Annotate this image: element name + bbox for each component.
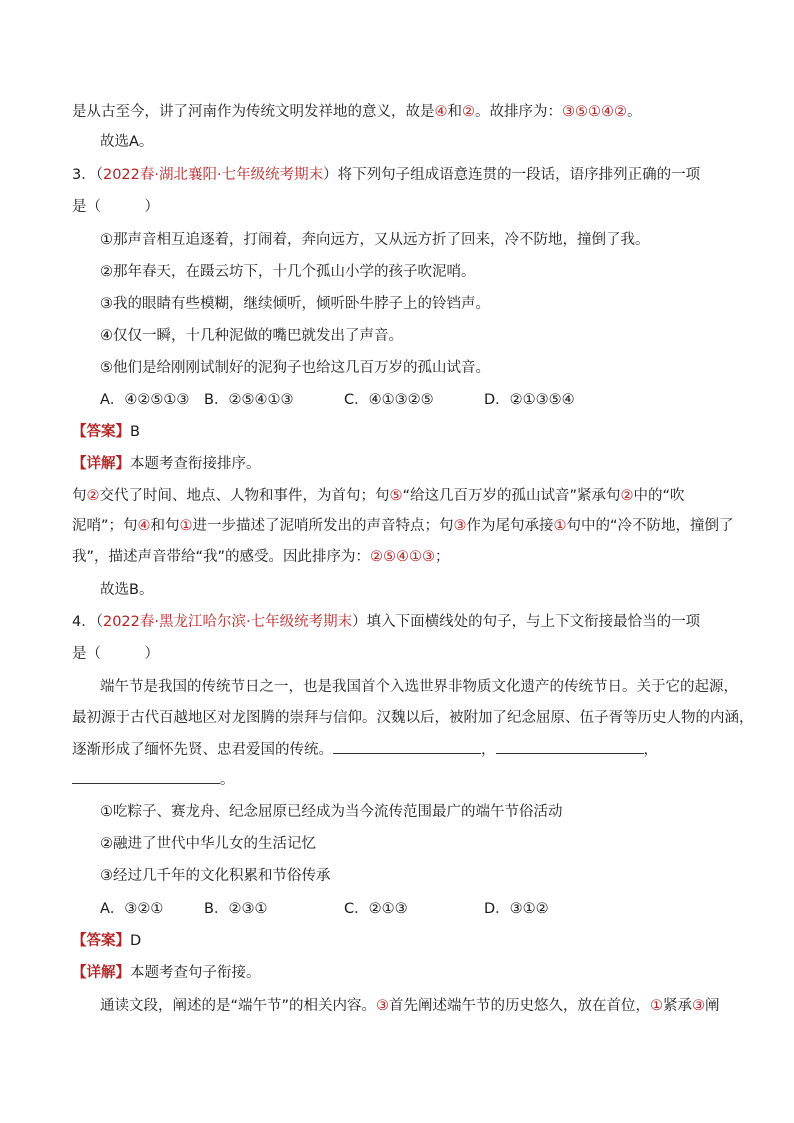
text-segment: “给这几百万岁的孤山试音”紧承句 <box>402 488 621 504</box>
highlight-text: ④ <box>137 518 151 534</box>
highlight-text: ③ <box>692 998 706 1014</box>
text-segment: 作为尾句承接 <box>466 518 554 534</box>
question-3-stem <box>72 195 722 219</box>
text-segment: 。 <box>627 104 642 120</box>
fill-blank-3 <box>72 769 220 784</box>
sentence-item <box>100 292 722 316</box>
options-row <box>100 897 722 921</box>
fill-blank-1 <box>333 739 481 754</box>
text-segment: 最初源于古代百越地区对龙图腾的崇拜与信仰。汉魏以后，被附加了纪念屈原、伍子胥等历史人物的内涵， <box>72 710 754 726</box>
text-segment: 和句 <box>150 518 180 534</box>
highlight-text: ② <box>86 488 100 504</box>
sentence-item <box>100 228 722 252</box>
text-segment: ②那年春天，在蹑云坊下，十几个孤山小学的孩子吹泥哨。 <box>100 264 476 280</box>
text-segment: 3．（ <box>72 167 103 183</box>
highlight-text: ① <box>650 998 664 1014</box>
highlight-text: 【详解】 <box>72 965 130 981</box>
question-4-stem <box>72 642 722 666</box>
highlight-text: 【答案】 <box>72 424 130 440</box>
option-b: B．②③① <box>204 901 268 917</box>
text-segment: 首先阐述端午节的历史悠久，放在首位， <box>389 998 651 1014</box>
passage-line <box>72 706 754 730</box>
text-segment: ①吃粽子、赛龙舟、纪念屈原已经成为当今流传范围最广的端午节俗活动 <box>100 804 563 820</box>
highlight-text: ① <box>179 518 193 534</box>
highlight-text: ② <box>620 488 634 504</box>
analysis-line <box>100 994 722 1018</box>
option-b: B．②⑤④①③ <box>204 392 294 408</box>
highlight-text: 【详解】 <box>72 456 130 472</box>
text-segment: 我”，描述声音带给“我”的感受。因此排序为： <box>72 549 371 565</box>
text-segment: ⑤他们是给刚刚试制好的泥狗子也给这几百万岁的孤山试音。 <box>100 360 490 376</box>
highlight-text: ① <box>553 518 567 534</box>
highlight-text: ⑤ <box>389 488 403 504</box>
option-a: A．③②① <box>100 901 164 917</box>
highlight-text: ②⑤④①③ <box>370 549 436 565</box>
sentence-item <box>100 356 722 380</box>
passage-line <box>72 738 722 762</box>
text-segment: ②融进了世代中华儿女的生活记忆 <box>100 836 316 852</box>
highlight-text: ② <box>462 104 475 120</box>
passage-line <box>100 675 738 699</box>
text-segment: ）将下列句子组成语意连贯的一段话，语序排列正确的一项 <box>323 167 701 183</box>
passage-text: 逐渐形成了缅怀先贤、忠君爱国的传统。 <box>72 742 333 758</box>
text-segment: 端午节是我国的传统节日之一，也是我国首个入选世界非物质文化遗产的传统节日。关于它的起源， <box>100 679 738 695</box>
question-3-stem <box>72 163 722 187</box>
text-segment: ①那声音相互追逐着，打闹着，奔向远方，又从远方折了回来，冷不防地，撞倒了我。 <box>100 232 650 248</box>
analysis-line <box>72 484 722 508</box>
text-segment: ③经过几千年的文化积累和节俗传承 <box>100 868 331 884</box>
highlight-text: ③⑤①④② <box>562 104 627 120</box>
text-segment: 进一步描述了泥哨所发出的声音特点；句 <box>192 518 454 534</box>
highlight-text: 2022春·湖北襄阳·七年级统考期末 <box>102 167 324 183</box>
text-segment: 句 <box>72 488 87 504</box>
option-a: A．④②⑤①③ <box>100 392 190 408</box>
highlight-text: ③ <box>376 998 390 1014</box>
text-segment: ④仅仅一瞬，十几种泥做的嘴巴就发出了声音。 <box>100 328 403 344</box>
answer-line <box>72 929 722 953</box>
text-segment: D <box>130 933 142 949</box>
comma: ， <box>481 742 496 758</box>
highlight-text: 【答案】 <box>72 933 130 949</box>
analysis-line <box>72 961 722 985</box>
options-row <box>100 388 722 412</box>
sentence-item <box>100 260 722 284</box>
text-line <box>72 100 722 124</box>
sentence-item <box>100 832 722 856</box>
text-segment: 紧承 <box>663 998 693 1014</box>
option-c: C．④①③②⑤ <box>344 392 434 408</box>
text-segment: 通读文段，阐述的是“端午节”的相关内容。 <box>100 998 377 1014</box>
text-segment: B <box>130 424 140 440</box>
fill-blank-2 <box>496 739 644 754</box>
sentence-item <box>100 800 722 824</box>
highlight-text: ③ <box>453 518 467 534</box>
highlight-text: 2022春·黑龙江哈尔滨·七年级统考期末 <box>102 614 353 630</box>
text-segment: 泥哨”；句 <box>72 518 138 534</box>
analysis-line <box>72 514 734 538</box>
option-d: D．③①② <box>484 901 549 917</box>
analysis-line <box>72 452 722 476</box>
option-c: C．②①③ <box>344 901 408 917</box>
period: 。 <box>220 772 235 788</box>
text-segment: 是从古至今，讲了河南作为传统文明发祥地的意义，故是 <box>72 104 435 120</box>
text-segment: 中的“吹 <box>633 488 685 504</box>
text-segment: ）填入下面横线处的句子，与上下文衔接最恰当的一项 <box>352 614 701 630</box>
text-segment: 4．（ <box>72 614 103 630</box>
text-segment: ； <box>435 549 450 565</box>
text-segment: 故选B。 <box>100 582 154 598</box>
passage-line <box>72 768 722 792</box>
sentence-item <box>100 864 722 888</box>
text-segment: 。故排序为： <box>475 104 562 120</box>
text-line <box>100 130 722 154</box>
text-segment: ③我的眼睛有些模糊，继续倾听，倾听卧牛脖子上的铃铛声。 <box>100 296 490 312</box>
comma: ， <box>643 742 658 758</box>
sentence-item <box>100 324 722 348</box>
text-segment: 句中的“冷不防地，撞倒了 <box>566 518 734 534</box>
text-segment: 本题考查句子衔接。 <box>130 965 261 981</box>
option-d: D．②①③⑤④ <box>484 392 575 408</box>
text-segment: 和 <box>447 104 462 120</box>
question-4-stem <box>72 610 722 634</box>
text-line <box>100 578 722 602</box>
text-segment: 阐 <box>705 998 720 1014</box>
text-segment: 故选A。 <box>100 134 154 150</box>
text-segment: 本题考查衔接排序。 <box>130 456 261 472</box>
analysis-line <box>72 545 722 569</box>
text-segment: 是（ ） <box>72 646 159 662</box>
answer-line <box>72 420 722 444</box>
highlight-text: ④ <box>434 104 448 120</box>
text-segment: 是（ ） <box>72 199 159 215</box>
text-segment: 交代了时间、地点、人物和事件，为首句；句 <box>99 488 390 504</box>
